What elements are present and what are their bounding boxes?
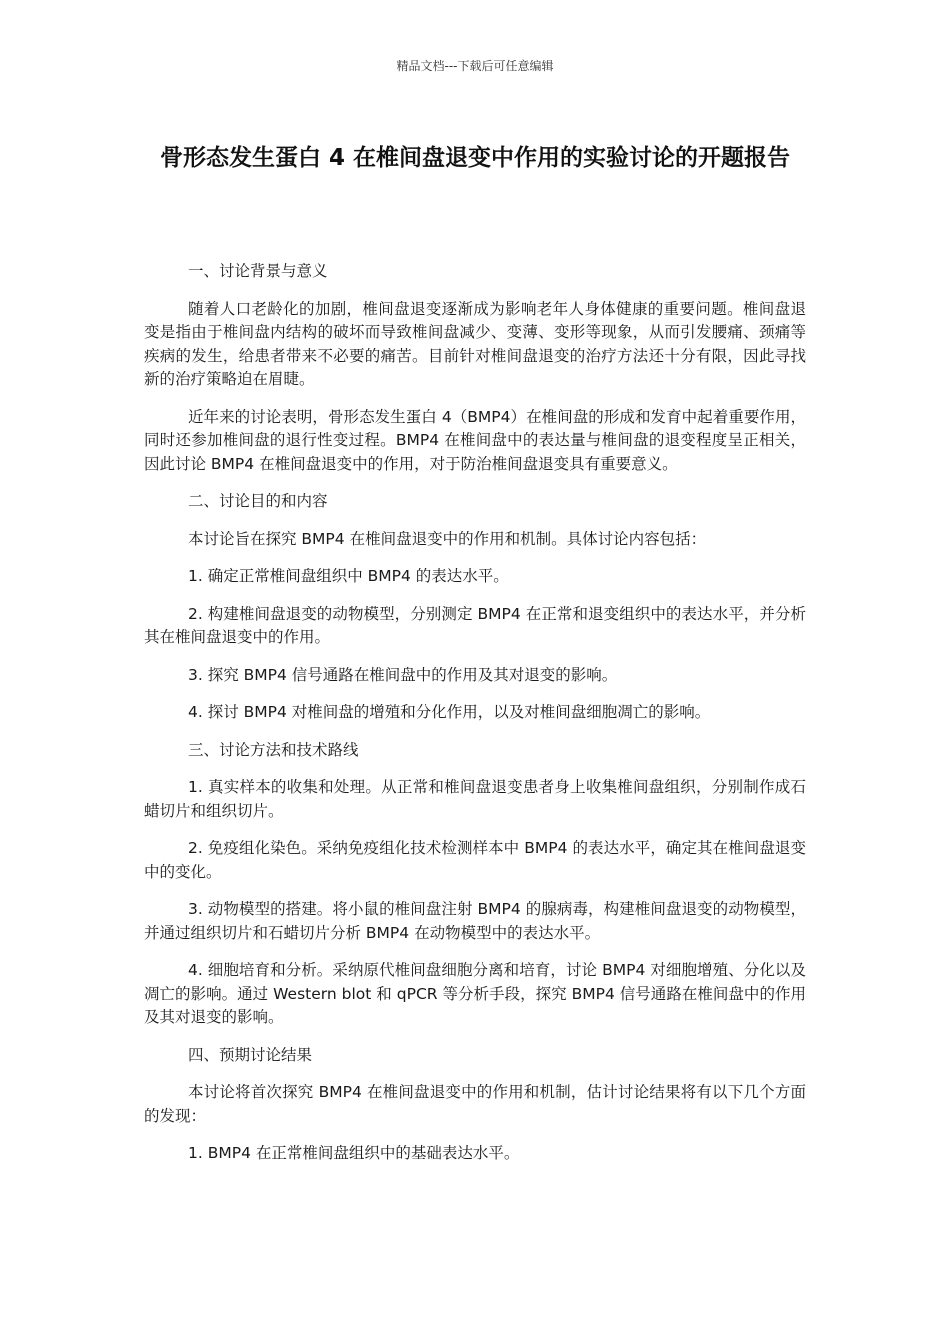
section-heading: 二、讨论目的和内容 [188,492,328,510]
document-body [144,260,806,1180]
list-item: 4. 探讨 BMP4 对椎间盘的增殖和分化作用，以及对椎间盘细胞凋亡的影响。 [188,703,711,721]
list-item: 3. 动物模型的搭建。将小鼠的椎间盘注射 BMP4 的腺病毒，构建椎间盘退变的动物模型，并通过组织切片和石蜡切片分析 BMP4 在动物模型中的表达水平。 [144,900,806,942]
paragraph: 本讨论旨在探究 BMP4 在椎间盘退变中的作用和机制。具体讨论内容包括： [188,529,707,548]
list-item: 3. 探究 BMP4 信号通路在椎间盘中的作用及其对退变的影响。 [188,665,618,684]
list-item: 1. 确定正常椎间盘组织中 BMP4 的表达水平。 [188,567,509,585]
paragraph: 随着人口老龄化的加剧，椎间盘退变逐渐成为影响老年人身体健康的重要问题。椎间盘退变是指由于椎间盘内结构的破坏而导致椎间盘减少、变薄、变形等现象，从而引发腰痛、颈痛等疾病的发生，给患者带来不必要的痛苦。目前针对椎间盘退变的治疗方法还十分有限，因此寻找新的治疗策略迫在眉睫。 [144,299,806,388]
list-item: 2. 免疫组化染色。采纳免疫组化技术检测样本中 BMP4 的表达水平，确定其在椎间盘退变中的变化。 [144,839,806,881]
section-heading: 一、讨论背景与意义 [188,262,328,280]
paragraph: 本讨论将首次探究 BMP4 在椎间盘退变中的作用和机制，估计讨论结果将有以下几个方面的发现： [144,1083,806,1125]
page-header: 精品文档---下载后可任意编辑 [396,59,554,73]
document-title: 骨形态发生蛋白 4 在椎间盘退变中作用的实验讨论的开题报告 [159,145,791,171]
list-item: 4. 细胞培育和分析。采纳原代椎间盘细胞分离和培育，讨论 BMP4 对细胞增殖、分化以及凋亡的影响。通过 Western blot 和 qPCR 等分析手段，探究 BMP4 信号通路在椎间盘中的作用及其对退变的影响。 [144,961,806,1026]
section-heading: 四、预期讨论结果 [188,1045,313,1064]
list-item: 1. 真实样本的收集和处理。从正常和椎间盘退变患者身上收集椎间盘组织，分别制作成石蜡切片和组织切片。 [144,778,806,820]
section-heading: 三、讨论方法和技术路线 [188,740,359,759]
paragraph: 近年来的讨论表明，骨形态发生蛋白 4（BMP4）在椎间盘的形成和发育中起着重要作用，同时还参加椎间盘的退行性变过程。BMP4 在椎间盘中的表达量与椎间盘的退变程度呈正相关，因此讨论 BMP4 在椎间盘退变中的作用，对于防治椎间盘退变具有重要意义。 [144,407,806,473]
list-item: 1. BMP4 在正常椎间盘组织中的基础表达水平。 [188,1144,520,1162]
list-item: 2. 构建椎间盘退变的动物模型，分别测定 BMP4 在正常和退变组织中的表达水平，并分析其在椎间盘退变中的作用。 [144,604,806,646]
